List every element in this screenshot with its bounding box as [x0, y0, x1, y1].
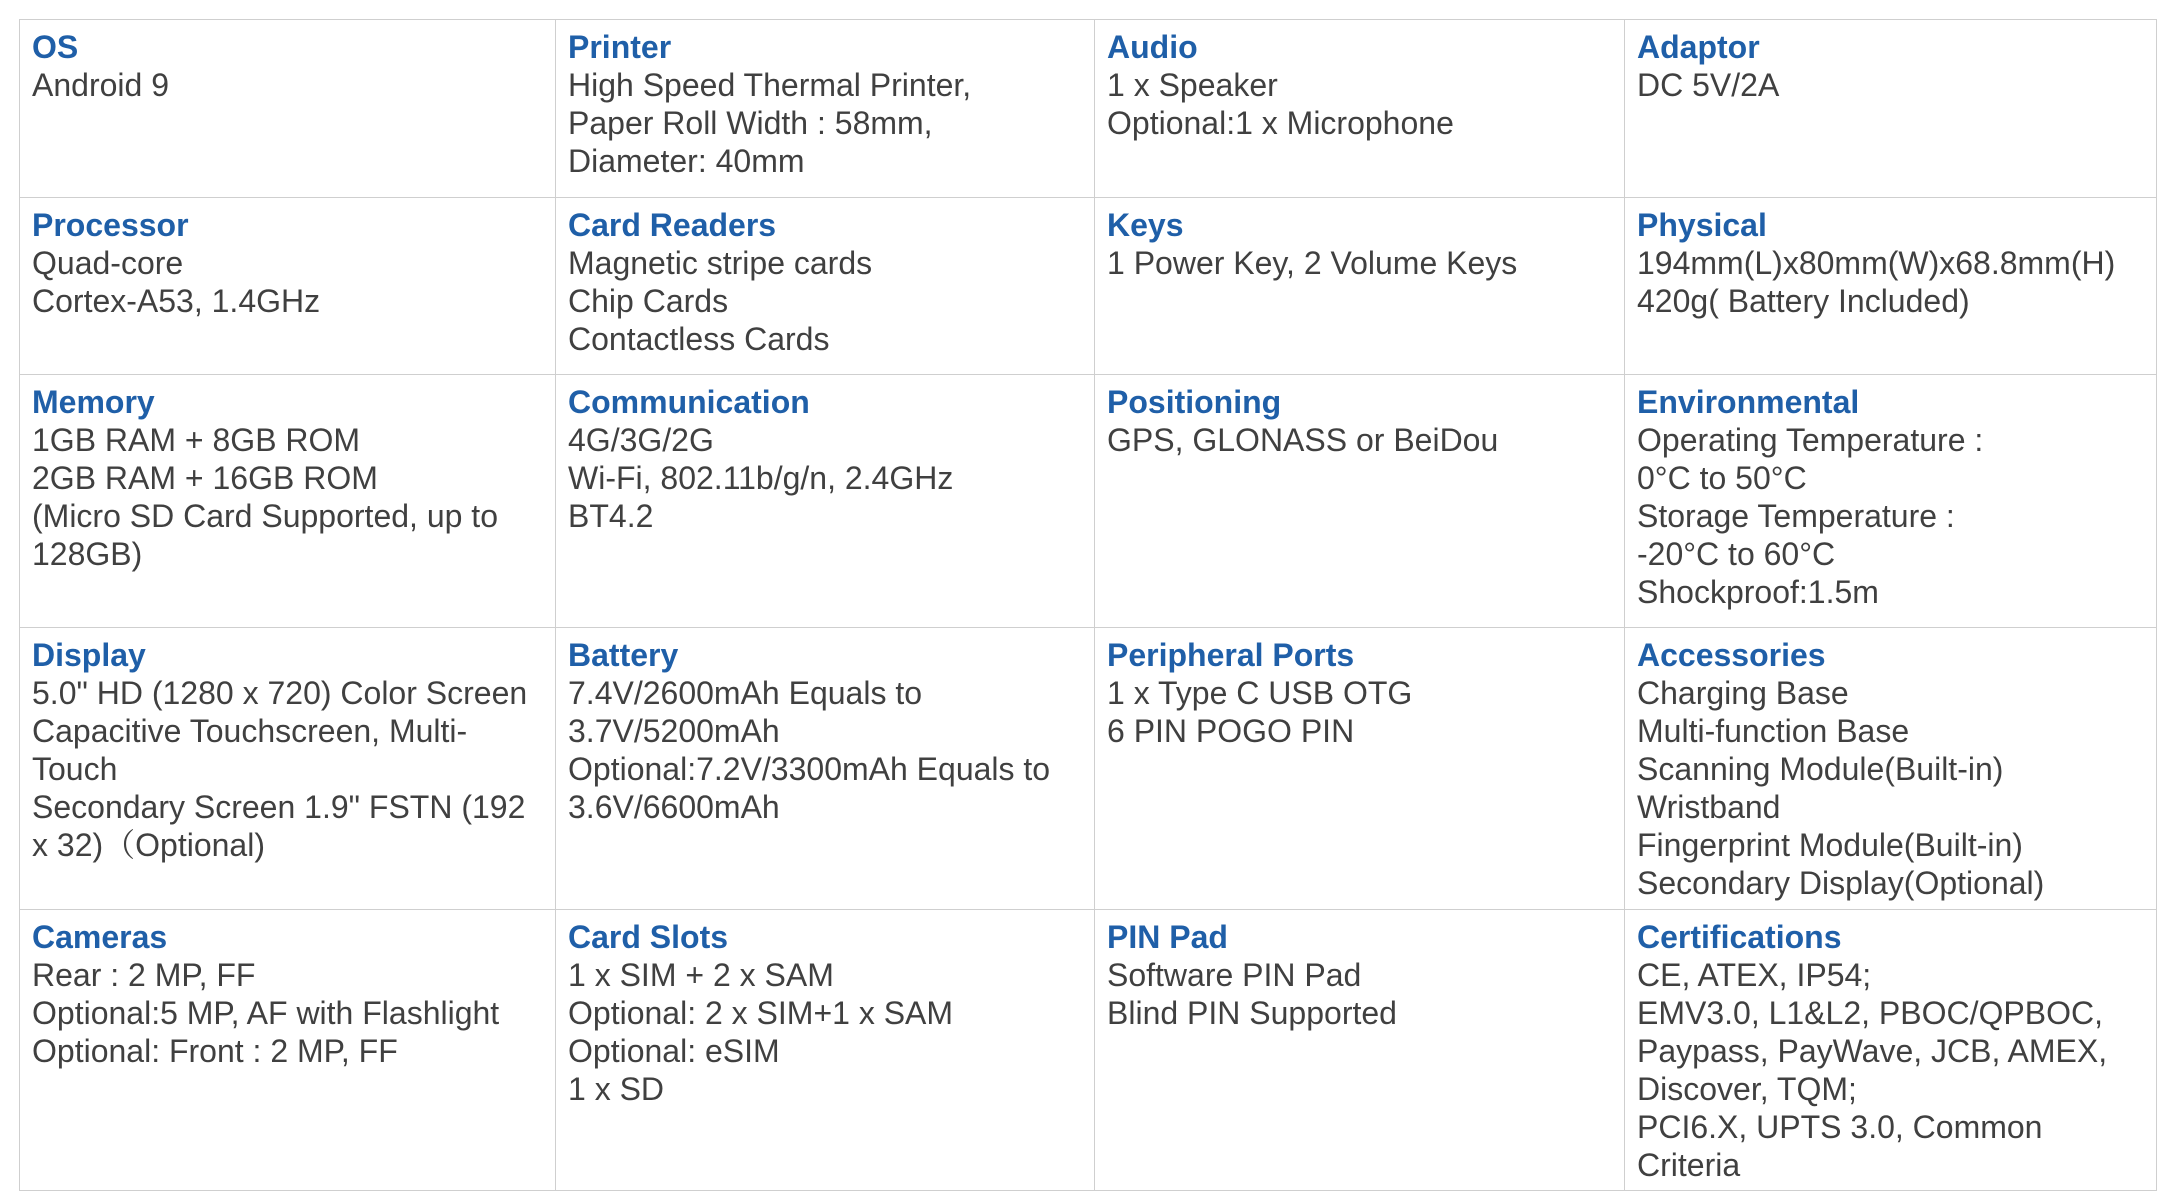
spec-value-line: CE, ATEX, IP54; — [1637, 957, 1872, 993]
spec-cell-pin-pad — [1095, 910, 1625, 1191]
spec-value-line: 1 x SD — [568, 1071, 665, 1107]
spec-value-line: Blind PIN Supported — [1107, 995, 1397, 1031]
spec-title: Printer — [568, 29, 672, 65]
spec-cell-certifications — [1625, 910, 2157, 1191]
spec-value-line: Secondary Screen 1.9" FSTN (192 — [32, 789, 526, 825]
spec-value-line: BT4.2 — [568, 498, 654, 534]
spec-table — [19, 19, 2157, 1191]
spec-value-line: 1 x Speaker — [1107, 67, 1278, 103]
spec-title: Positioning — [1107, 384, 1282, 420]
spec-value-line: 420g( Battery Included) — [1637, 283, 1970, 319]
spec-table-body — [20, 20, 2157, 1191]
spec-value-line: Optional: Front : 2 MP, FF — [32, 1033, 398, 1069]
spec-title: Cameras — [32, 919, 168, 955]
spec-value-line: Discover, TQM; — [1637, 1071, 1857, 1107]
spec-title: Processor — [32, 207, 189, 243]
spec-value-line: DC 5V/2A — [1637, 67, 1780, 103]
spec-row — [20, 910, 2157, 1191]
spec-value-line: 1GB RAM + 8GB ROM — [32, 422, 361, 458]
spec-title: OS — [32, 29, 79, 65]
spec-value-line: Touch — [32, 751, 118, 787]
spec-value-line: 6 PIN POGO PIN — [1107, 713, 1355, 749]
spec-cell-positioning — [1095, 375, 1625, 628]
spec-title: Card Slots — [568, 919, 729, 955]
spec-title: PIN Pad — [1107, 919, 1228, 955]
spec-value-line: 1 Power Key, 2 Volume Keys — [1107, 245, 1518, 281]
spec-value-line: -20°C to 60°C — [1637, 536, 1836, 572]
spec-value-line: 0°C to 50°C — [1637, 460, 1807, 496]
spec-title: Physical — [1637, 207, 1767, 243]
spec-value-line: 1 x SIM + 2 x SAM — [568, 957, 834, 993]
spec-value-line: Optional:5 MP, AF with Flashlight — [32, 995, 500, 1031]
spec-value-line: Wristband — [1637, 789, 1781, 825]
spec-value-line: Chip Cards — [568, 283, 729, 319]
spec-cell-processor — [20, 198, 556, 375]
spec-value-line: Fingerprint Module(Built-in) — [1637, 827, 2023, 863]
spec-title: Memory — [32, 384, 155, 420]
spec-title: Card Readers — [568, 207, 777, 243]
spec-cell-cameras — [20, 910, 556, 1191]
spec-title: Communication — [568, 384, 810, 420]
spec-value-line: PCI6.X, UPTS 3.0, Common — [1637, 1109, 2043, 1145]
spec-row — [20, 375, 2157, 628]
spec-value-line: 194mm(L)x80mm(W)x68.8mm(H) — [1637, 245, 2116, 281]
spec-cell-display — [20, 628, 556, 910]
spec-cell-audio — [1095, 20, 1625, 198]
spec-cell-communication — [556, 375, 1095, 628]
spec-cell-physical — [1625, 198, 2157, 375]
spec-cell-battery — [556, 628, 1095, 910]
spec-cell-card-slots — [556, 910, 1095, 1191]
spec-value-line: Optional: 2 x SIM+1 x SAM — [568, 995, 954, 1031]
spec-value-line: Quad-core — [32, 245, 184, 281]
spec-value-line: 3.7V/5200mAh — [568, 713, 780, 749]
spec-value-line: High Speed Thermal Printer, — [568, 67, 972, 103]
spec-title: Certifications — [1637, 919, 1842, 955]
spec-value-line: Paper Roll Width : 58mm, — [568, 105, 933, 141]
spec-cell-accessories — [1625, 628, 2157, 910]
spec-cell-card-readers — [556, 198, 1095, 375]
spec-cell-keys — [1095, 198, 1625, 375]
spec-value-line: Storage Temperature : — [1637, 498, 1955, 534]
spec-value-line: Charging Base — [1637, 675, 1849, 711]
spec-value-line: Shockproof:1.5m — [1637, 574, 1879, 610]
spec-title: Accessories — [1637, 637, 1826, 673]
spec-value-line: Optional:7.2V/3300mAh Equals to — [568, 751, 1051, 787]
spec-title: Peripheral Ports — [1107, 637, 1355, 673]
spec-cell-memory — [20, 375, 556, 628]
spec-title: Keys — [1107, 207, 1184, 243]
spec-value-line: 2GB RAM + 16GB ROM — [32, 460, 378, 496]
spec-value-line: 1 x Type C USB OTG — [1107, 675, 1413, 711]
spec-cell-printer — [556, 20, 1095, 198]
spec-value-line: Scanning Module(Built-in) — [1637, 751, 2004, 787]
spec-row — [20, 628, 2157, 910]
spec-value-line: 5.0" HD (1280 x 720) Color Screen — [32, 675, 528, 711]
spec-cell-os — [20, 20, 556, 198]
spec-value-line: (Micro SD Card Supported, up to — [32, 498, 498, 534]
spec-value-line: EMV3.0, L1&L2, PBOC/QPBOC, — [1637, 995, 2103, 1031]
spec-value-line: 3.6V/6600mAh — [568, 789, 780, 825]
spec-value-line: Operating Temperature : — [1637, 422, 1984, 458]
spec-value-line: 7.4V/2600mAh Equals to — [568, 675, 923, 711]
spec-value-line: Rear : 2 MP, FF — [32, 957, 256, 993]
spec-cell-adaptor — [1625, 20, 2157, 198]
spec-value-line: 128GB) — [32, 536, 143, 572]
spec-value-line: Magnetic stripe cards — [568, 245, 873, 281]
spec-value-line: Optional:1 x Microphone — [1107, 105, 1454, 141]
spec-value-line: 4G/3G/2G — [568, 422, 714, 458]
spec-value-line: Cortex-A53, 1.4GHz — [32, 283, 321, 319]
spec-value-line: Criteria — [1637, 1147, 1741, 1183]
spec-cell-environmental — [1625, 375, 2157, 628]
spec-value-line: Diameter: 40mm — [568, 143, 805, 179]
spec-title: Display — [32, 637, 146, 673]
spec-value-line: Secondary Display(Optional) — [1637, 865, 2045, 901]
spec-value-line: Wi-Fi, 802.11b/g/n, 2.4GHz — [568, 460, 954, 496]
spec-row — [20, 198, 2157, 375]
spec-title: Adaptor — [1637, 29, 1760, 65]
spec-value-line: Contactless Cards — [568, 321, 830, 357]
spec-title: Audio — [1107, 29, 1198, 65]
spec-value-line: Android 9 — [32, 67, 169, 103]
spec-value-line: Optional: eSIM — [568, 1033, 780, 1069]
spec-title: Environmental — [1637, 384, 1860, 420]
spec-value-line: Paypass, PayWave, JCB, AMEX, — [1637, 1033, 2108, 1069]
spec-value-line: x 32)（Optional) — [32, 827, 265, 863]
spec-value-line: GPS, GLONASS or BeiDou — [1107, 422, 1499, 458]
spec-title: Battery — [568, 637, 679, 673]
spec-value-line: Software PIN Pad — [1107, 957, 1362, 993]
spec-value-line: Multi-function Base — [1637, 713, 1910, 749]
spec-row — [20, 20, 2157, 198]
spec-cell-peripheral-ports — [1095, 628, 1625, 910]
spec-value-line: Capacitive Touchscreen, Multi- — [32, 713, 468, 749]
